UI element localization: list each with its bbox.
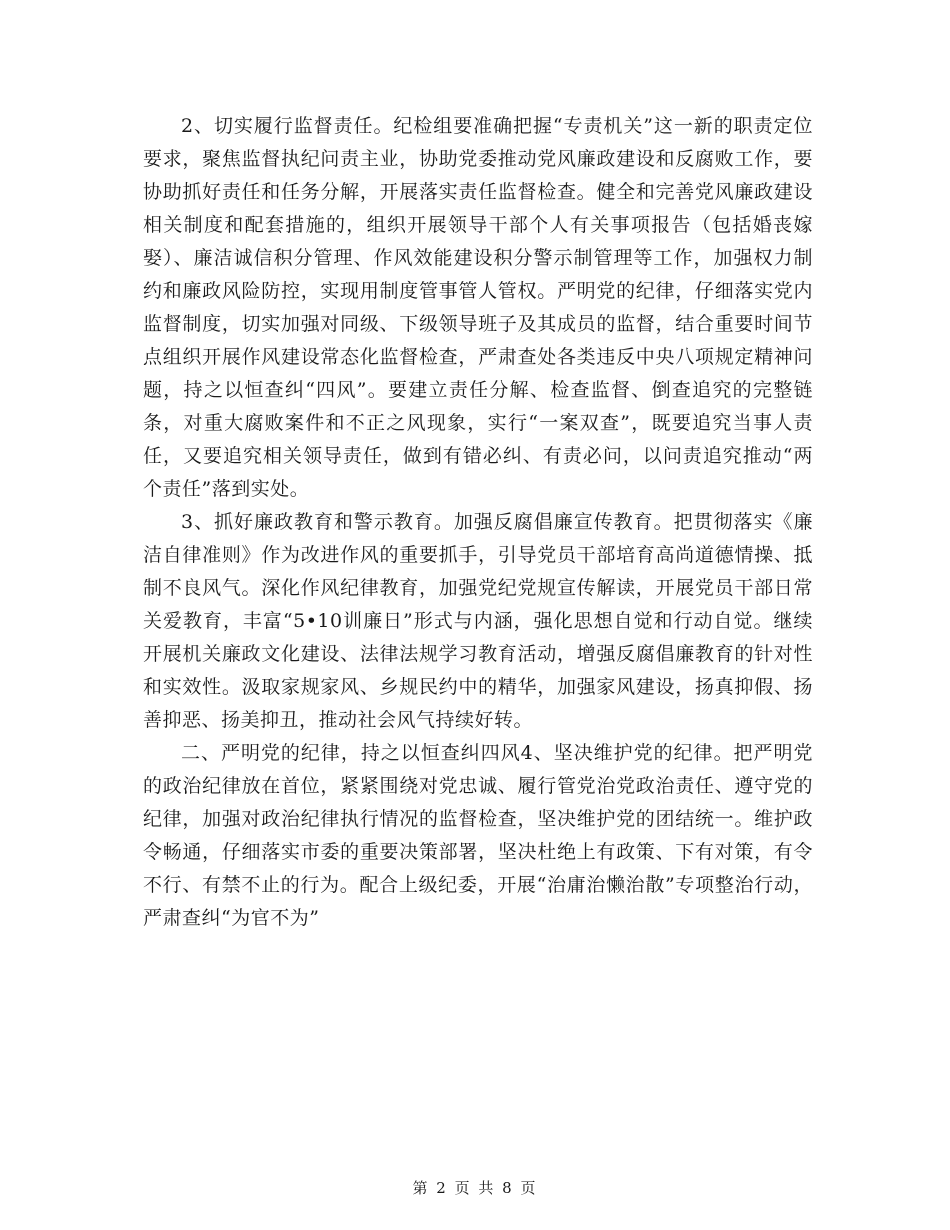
paragraph-discipline: 二、严明党的纪律，持之以恒查纠四风4、坚决维护党的纪律。把严明党的政治纪律放在首位，紧紧围绕对党忠诚、履行管党治党政治责任、遵守党的纪律，加强对政治纪律执行情况的监督检查，坚决维护党的团结统一。维护政令畅通，仔细落实市委的重要决策部署，坚决杜绝上有政策、下有对策，有令不行、有禁不止的行为。配合上级纪委，开展“治庸治懒治散”专项整治行动，严肃查纠“为官不为”	[143, 742, 813, 929]
page-number-footer: 第 2 页 共 8 页	[412, 1179, 538, 1197]
document-body	[143, 110, 813, 935]
paragraph-education: 3、抓好廉政教育和警示教育。加强反腐倡廉宣传教育。把贯彻落实《廉洁自律准则》作为改进作风的重要抓手，引导党员干部培育高尚道德情操、抵制不良风气。深化作风纪律教育，加强党纪党规宣传解读，开展党员干部日常关爱教育，丰富“5•10训廉日”形式与内涵，强化思想自觉和行动自觉。继续开展机关廉政文化建设、法律法规学习教育活动，增强反腐倡廉教育的针对性和实效性。汲取家规家风、乡规民约中的精华，加强家风建设，扬真抑假、扬善抑恶、扬美抑丑，推动社会风气持续好转。	[143, 511, 813, 731]
paragraph-supervision: 2、切实履行监督责任。纪检组要准确把握“专责机关”这一新的职责定位要求，聚焦监督执纪问责主业，协助党委推动党风廉政建设和反腐败工作，要协助抓好责任和任务分解，开展落实责任监督检查。健全和完善党风廉政建设相关制度和配套措施的，组织开展领导干部个人有关事项报告（包括婚丧嫁娶）、廉洁诚信积分管理、作风效能建设积分警示制管理等工作，加强权力制约和廉政风险防控，实现用制度管事管人管权。严明党的纪律，仔细落实党内监督制度，切实加强对同级、下级领导班子及其成员的监督，结合重要时间节点组织开展作风建设常态化监督检查，严肃查处各类违反中央八项规定精神问题，持之以恒查纠“四风”。要建立责任分解、检查监督、倒查追究的完整链条，对重大腐败案件和不正之风现象，实行“一案双查”，既要追究当事人责任，又要追究相关领导责任，做到有错必纠、有责必问，以问责追究推动“两个责任”落到实处。	[143, 115, 813, 500]
